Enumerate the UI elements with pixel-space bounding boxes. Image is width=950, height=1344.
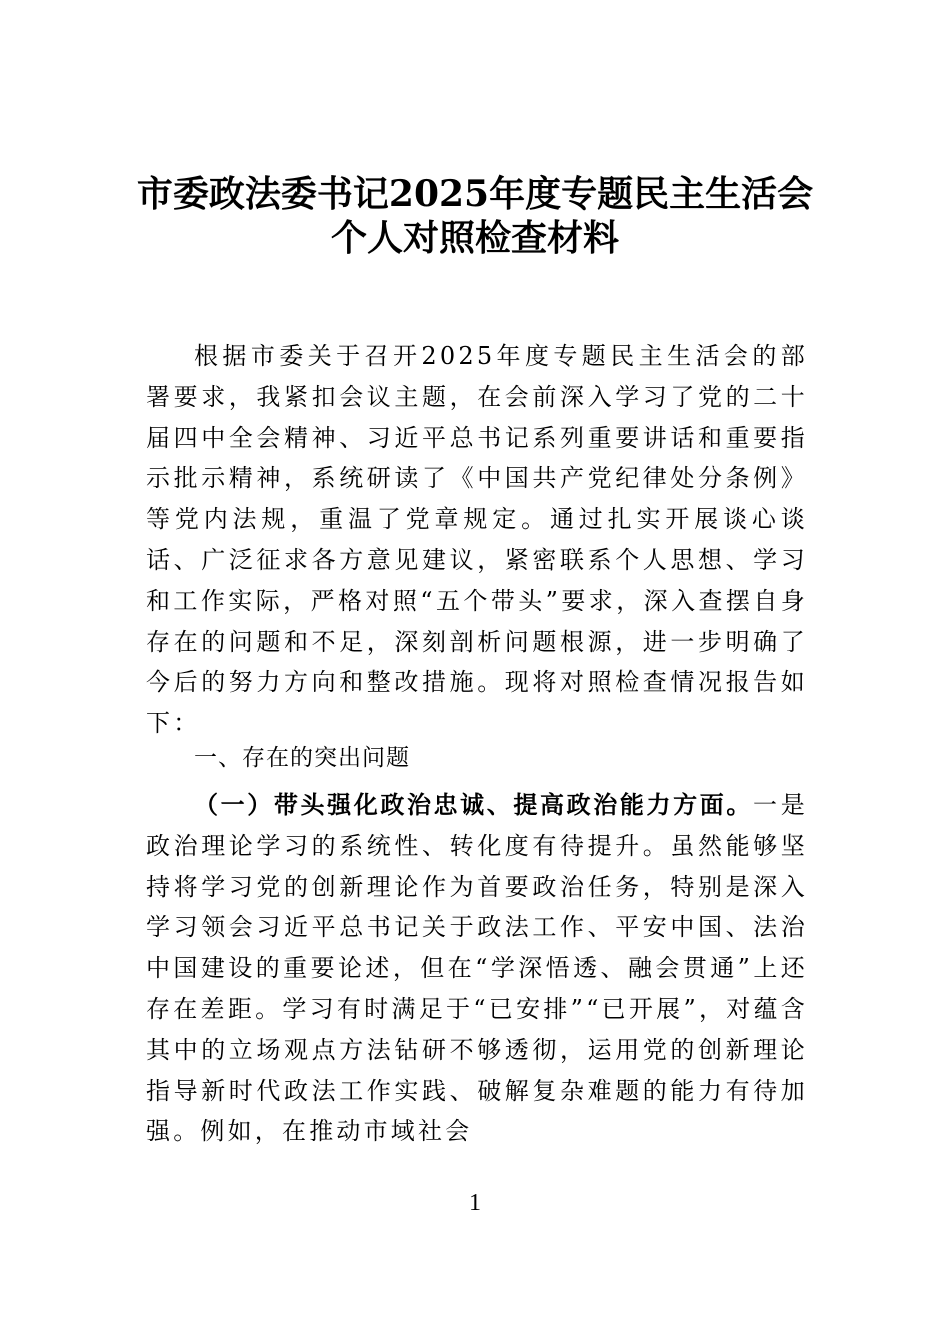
page-number: 1 [469,1190,481,1216]
subsection-body: 一是政治理论学习的系统性、转化度有待提升。虽然能够坚持将学习党的创新理论作为首要政治任务，特别是深入学习领会习近平总书记关于政法工作、平安中国、法治中国建设的重要论述，但在“学深悟透、融会贯通”上还存在差距。学习有时满足于“已安排”“已开展”，对蕴含其中的立场观点方法钻研不够透彻，运用党的创新理论指导新时代政法工作实践、破解复杂难题的能力有待加强。例如，在推动市域社会 [146,791,809,1146]
document-title-line-1: 市委政法委书记2025年度专题民主生活会 [136,173,814,215]
subsection-heading: （一）带头强化政治忠诚、提高政治能力方面。 [194,791,753,819]
document-title-line-2: 个人对照检查材料 [330,217,619,259]
section-1-block [146,785,808,1152]
intro-paragraph: 根据市委关于召开2025年度专题民主生活会的部署要求，我紧扣会议主题，在会前深入学习了党的二十届四中全会精神、习近平总书记系列重要讲话和重要指示批示精神，系统研读了《中国共产党纪律处分条例》等党内法规，重温了党章规定。通过扎实开展谈心谈话、广泛征求各方意见建议，紧密联系个人思想、学习和工作实际，严格对照“五个带头”要求，深入查摆自身存在的问题和不足，深刻剖析问题根源，进一步明确了今后的努力方向和整改措施。现将对照检查情况报告如下： [146,342,808,738]
section-heading: 一、存在的突出问题 [194,745,410,771]
section-1-paragraph [146,785,808,1152]
intro-block [146,336,808,744]
